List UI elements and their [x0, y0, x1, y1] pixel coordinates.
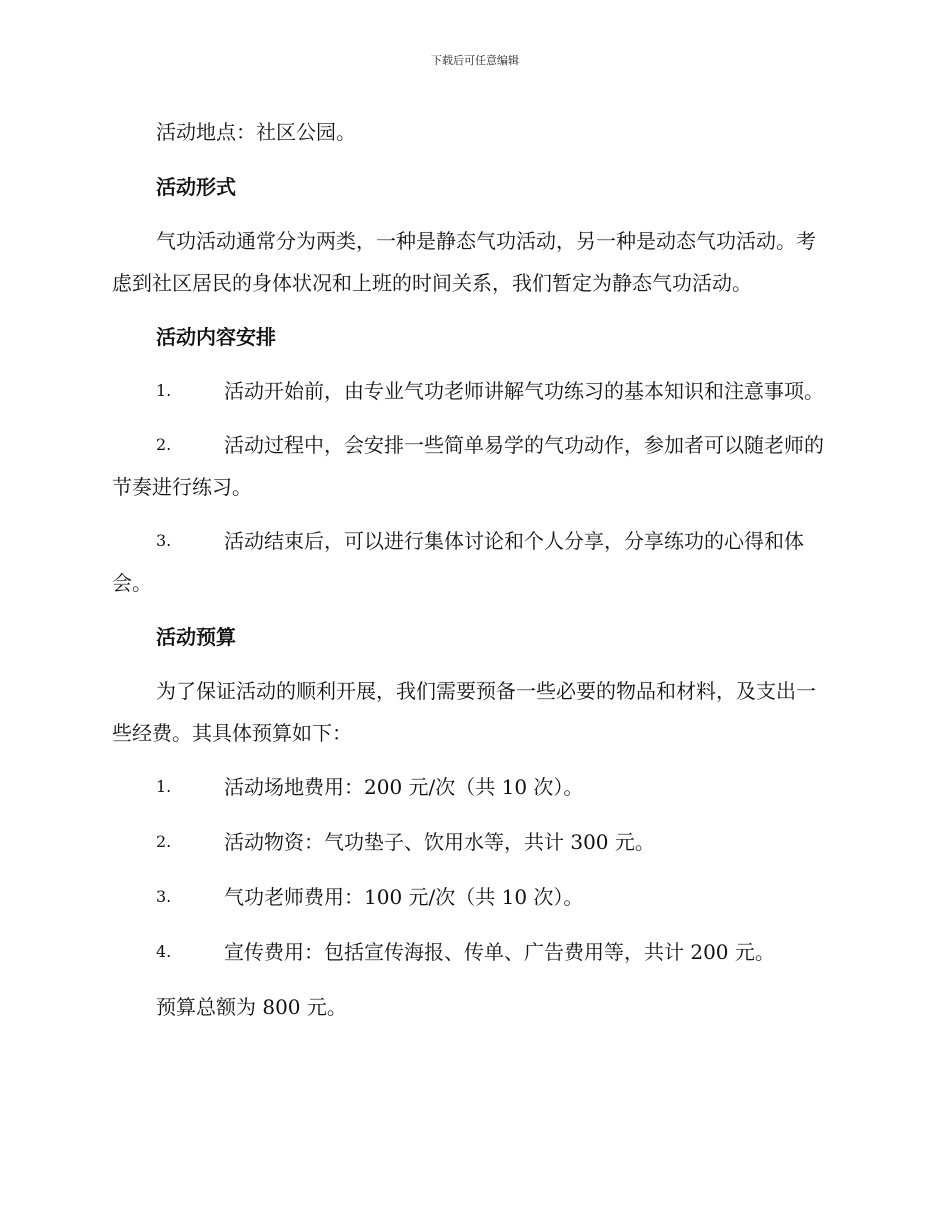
- budget-intro-paragraph: 为了保证活动的顺利开展，我们需要预备一些必要的物品和材料，及支出一些经费。其具体预算如下：: [112, 679, 816, 745]
- list-number: 1.: [156, 381, 172, 400]
- section-heading-budget: 活动预算: [156, 625, 236, 649]
- list-number: 4.: [156, 942, 172, 961]
- list-item-text: 宣传费用：包括宣传海报、传单、广告费用等，共计 200 元。: [224, 940, 775, 964]
- budget-list-item: [112, 876, 832, 918]
- budget-list-item: [112, 821, 832, 863]
- content-list-item: [112, 370, 832, 412]
- budget-total-paragraph: 预算总额为 800 元。: [156, 995, 347, 1019]
- list-number: 3.: [156, 531, 172, 550]
- list-item-text: 活动物资：气功垫子、饮用水等，共计 300 元。: [224, 830, 655, 854]
- location-paragraph: 活动地点：社区公园。: [156, 120, 356, 144]
- list-item-text: 活动场地费用：200 元/次（共 10 次）。: [224, 775, 584, 799]
- list-item-text: 活动结束后，可以进行集体讨论和个人分享，分享练功的心得和体会。: [112, 529, 804, 595]
- budget-list-item: [112, 766, 832, 808]
- list-number: 3.: [156, 887, 172, 906]
- document-body: [112, 111, 832, 1041]
- page-header-note: 下载后可任意编辑: [431, 54, 519, 67]
- form-paragraph: 气功活动通常分为两类，一种是静态气功活动，另一种是动态气功活动。考虑到社区居民的身体状况和上班的时间关系，我们暂定为静态气功活动。: [112, 229, 816, 295]
- list-item-text: 活动开始前，由专业气功老师讲解气功练习的基本知识和注意事项。: [224, 379, 824, 403]
- budget-list-item: [112, 931, 832, 973]
- list-number: 2.: [156, 435, 172, 454]
- section-heading-form: 活动形式: [156, 175, 236, 199]
- list-item-text: 活动过程中，会安排一些简单易学的气功动作，参加者可以随老师的节奏进行练习。: [112, 433, 824, 499]
- content-list-item: [112, 520, 832, 604]
- list-number: 2.: [156, 832, 172, 851]
- list-item-text: 气功老师费用：100 元/次（共 10 次）。: [224, 885, 584, 909]
- section-heading-content: 活动内容安排: [156, 325, 276, 349]
- list-number: 1.: [156, 777, 172, 796]
- content-list-item: [112, 424, 832, 508]
